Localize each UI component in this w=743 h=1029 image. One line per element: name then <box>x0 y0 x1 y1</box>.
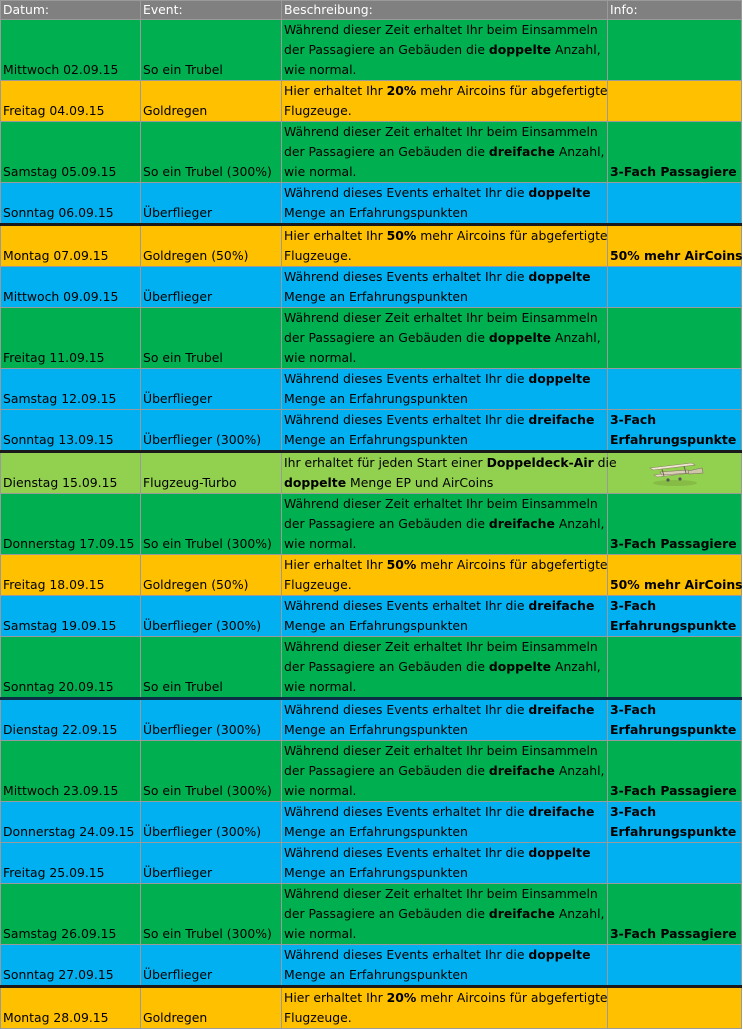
info-line: 3-Fach Passagiere <box>610 783 737 798</box>
description-text: Flugzeuge. <box>284 577 352 592</box>
description-text: Während dieses Events erhaltet Ihr die <box>284 185 529 200</box>
description-line <box>284 761 605 781</box>
description-text: Hier erhaltet Ihr <box>284 557 387 572</box>
description-bold: doppelte <box>528 269 591 284</box>
date-cell: Mittwoch 23.09.15 <box>1 741 141 802</box>
description-cell <box>282 369 608 410</box>
table-row <box>1 802 742 843</box>
description-text: Anzahl, <box>551 42 601 57</box>
description-line <box>284 122 605 142</box>
description-text: Während dieses Events erhaltet Ihr die <box>284 269 529 284</box>
description-line <box>284 741 605 761</box>
description-bold: Doppeldeck-Air <box>486 455 594 470</box>
table-row <box>1 637 742 699</box>
description-bold: 50% <box>386 228 417 243</box>
description-cell <box>282 225 608 267</box>
description-text: Während dieses Events erhaltet Ihr die <box>284 371 529 386</box>
description-text: Anzahl, <box>554 906 605 921</box>
table-row <box>1 410 742 452</box>
description-text: mehr Aircoins für abgefertigte <box>416 990 608 1005</box>
description-bold: 50% <box>386 557 417 572</box>
event-cell: Überflieger (300%) <box>141 410 282 452</box>
info-line: Erfahrungspunkte <box>610 722 737 737</box>
description-text: Während dieses Events erhaltet Ihr die <box>284 412 529 427</box>
description-cell <box>282 555 608 596</box>
description-line <box>284 101 605 121</box>
description-cell <box>282 637 608 699</box>
event-rows <box>1 20 742 1029</box>
event-cell: Überflieger (300%) <box>141 596 282 637</box>
event-cell: Überflieger <box>141 183 282 225</box>
description-text: mehr Aircoins für abgefertigte <box>416 557 608 572</box>
info-cell <box>608 699 742 741</box>
info-cell <box>608 637 742 699</box>
info-cell <box>608 884 742 945</box>
description-bold: dreifache <box>528 412 595 427</box>
description-text: wie normal. <box>284 783 357 798</box>
description-text: der Passagiere an Gebäuden die <box>284 516 489 531</box>
info-cell <box>608 122 742 183</box>
description-bold: dreifache <box>488 763 555 778</box>
info-cell <box>608 369 742 410</box>
description-line <box>284 843 605 863</box>
description-text: Während dieses Events erhaltet Ihr die <box>284 804 529 819</box>
description-line <box>284 287 605 307</box>
table-row <box>1 699 742 741</box>
info-line: 3-Fach <box>610 804 657 819</box>
table-row <box>1 987 742 1029</box>
description-text: der Passagiere an Gebäuden die <box>284 659 489 674</box>
description-line <box>284 453 617 473</box>
description-text: wie normal. <box>284 536 357 551</box>
description-line <box>284 410 605 430</box>
info-cell <box>608 555 742 596</box>
event-cell: Überflieger (300%) <box>141 802 282 843</box>
description-text: Menge an Erfahrungspunkten <box>284 205 468 220</box>
info-line: Erfahrungspunkte <box>610 618 737 633</box>
description-bold: dreifache <box>528 702 595 717</box>
info-cell <box>608 267 742 308</box>
description-text: mehr Aircoins für abgefertigte <box>416 228 608 243</box>
description-text: Während dieses Events erhaltet Ihr die <box>284 845 529 860</box>
info-cell <box>608 945 742 987</box>
info-cell <box>608 843 742 884</box>
table-row <box>1 81 742 122</box>
description-line <box>284 596 605 616</box>
description-line <box>284 720 605 740</box>
date-cell: Sonntag 13.09.15 <box>1 410 141 452</box>
description-bold: doppelte <box>488 42 552 57</box>
info-cell <box>608 183 742 225</box>
description-line <box>284 473 605 493</box>
date-cell: Mittwoch 02.09.15 <box>1 20 141 81</box>
description-text: Menge an Erfahrungspunkten <box>284 618 468 633</box>
event-cell: So ein Trubel (300%) <box>141 494 282 555</box>
description-text: Menge an Erfahrungspunkten <box>284 289 468 304</box>
table-row <box>1 741 742 802</box>
description-text: Während dieser Zeit erhaltet Ihr beim Einsammeln <box>284 886 598 901</box>
date-cell: Samstag 12.09.15 <box>1 369 141 410</box>
description-text: Menge an Erfahrungspunkten <box>284 432 468 447</box>
info-cell <box>608 802 742 843</box>
date-cell: Montag 28.09.15 <box>1 987 141 1029</box>
description-line <box>284 677 605 697</box>
description-text: wie normal. <box>284 350 357 365</box>
description-line <box>284 369 605 389</box>
description-cell <box>282 452 617 494</box>
table-row <box>1 369 742 410</box>
table-row <box>1 555 742 596</box>
date-cell: Samstag 05.09.15 <box>1 122 141 183</box>
table-row <box>1 884 742 945</box>
description-text: Während dieses Events erhaltet Ihr die <box>284 947 529 962</box>
description-text: der Passagiere an Gebäuden die <box>284 144 489 159</box>
description-line <box>284 988 608 1008</box>
description-line <box>284 348 605 368</box>
description-bold: dreifache <box>528 598 595 613</box>
date-cell: Donnerstag 24.09.15 <box>1 802 141 843</box>
description-line <box>284 965 605 985</box>
date-cell: Mittwoch 09.09.15 <box>1 267 141 308</box>
description-text: der Passagiere an Gebäuden die <box>284 330 489 345</box>
info-cell <box>608 987 742 1029</box>
table-row <box>1 225 742 267</box>
event-cell: Flugzeug-Turbo <box>141 452 282 494</box>
event-cell: Überflieger <box>141 369 282 410</box>
table-row <box>1 308 742 369</box>
description-line <box>284 20 605 40</box>
date-cell: Dienstag 15.09.15 <box>1 452 141 494</box>
description-bold: 20% <box>386 83 417 98</box>
description-cell <box>282 183 608 225</box>
description-line <box>284 162 605 182</box>
description-line <box>284 328 605 348</box>
description-cell <box>282 843 608 884</box>
description-line <box>284 514 605 534</box>
description-bold: doppelte <box>528 185 591 200</box>
table-row <box>1 267 742 308</box>
description-line <box>284 657 605 677</box>
description-line <box>284 700 605 720</box>
description-text: Anzahl, <box>551 330 601 345</box>
description-text: Während dieser Zeit erhaltet Ihr beim Einsammeln <box>284 310 598 325</box>
info-cell <box>608 452 742 494</box>
date-cell: Samstag 19.09.15 <box>1 596 141 637</box>
date-cell: Freitag 18.09.15 <box>1 555 141 596</box>
description-cell <box>282 308 608 369</box>
description-cell <box>282 802 608 843</box>
table-row <box>1 945 742 987</box>
event-cell: Goldregen (50%) <box>141 225 282 267</box>
info-line: 50% mehr AirCoins <box>610 577 743 592</box>
description-line <box>284 1008 605 1028</box>
table-row <box>1 596 742 637</box>
event-cell: Goldregen <box>141 987 282 1029</box>
description-text: wie normal. <box>284 679 357 694</box>
description-line <box>284 555 608 575</box>
description-bold: doppelte <box>284 475 347 490</box>
description-text: Flugzeuge. <box>284 248 352 263</box>
description-text: Während dieses Events erhaltet Ihr die <box>284 598 529 613</box>
date-cell: Freitag 25.09.15 <box>1 843 141 884</box>
event-cell: So ein Trubel (300%) <box>141 884 282 945</box>
description-cell <box>282 699 608 741</box>
description-cell <box>282 494 608 555</box>
event-cell: So ein Trubel (300%) <box>141 741 282 802</box>
description-text: wie normal. <box>284 164 357 179</box>
info-cell <box>608 20 742 81</box>
description-line <box>284 142 605 162</box>
description-cell <box>282 410 608 452</box>
description-text: wie normal. <box>284 62 357 77</box>
description-bold: doppelte <box>528 845 591 860</box>
description-line <box>284 637 605 657</box>
description-bold: doppelte <box>488 659 552 674</box>
description-cell <box>282 267 608 308</box>
date-cell: Freitag 11.09.15 <box>1 308 141 369</box>
description-text: Menge an Erfahrungspunkten <box>284 967 468 982</box>
info-cell <box>608 410 742 452</box>
event-cell: So ein Trubel <box>141 308 282 369</box>
description-line <box>284 822 605 842</box>
date-cell: Freitag 04.09.15 <box>1 81 141 122</box>
event-cell: Überflieger (300%) <box>141 699 282 741</box>
description-line <box>284 616 605 636</box>
description-cell <box>282 596 608 637</box>
description-bold: dreifache <box>488 144 555 159</box>
description-line <box>284 203 605 223</box>
description-text: Flugzeuge. <box>284 103 352 118</box>
description-bold: doppelte <box>528 947 591 962</box>
event-cell: So ein Trubel (300%) <box>141 122 282 183</box>
description-line <box>284 183 605 203</box>
description-text: der Passagiere an Gebäuden die <box>284 42 489 57</box>
description-line <box>284 575 605 595</box>
event-cell: So ein Trubel <box>141 637 282 699</box>
description-bold: dreifache <box>488 906 555 921</box>
description-text: Menge EP und AirCoins <box>346 475 494 490</box>
info-line: Erfahrungspunkte <box>610 432 737 447</box>
description-line <box>284 389 605 409</box>
date-cell: Samstag 26.09.15 <box>1 884 141 945</box>
description-line <box>284 781 605 801</box>
description-cell <box>282 20 608 81</box>
description-text: Während dieser Zeit erhaltet Ihr beim Einsammeln <box>284 496 598 511</box>
description-cell <box>282 945 608 987</box>
header-row <box>1 1 742 20</box>
description-text: wie normal. <box>284 926 357 941</box>
description-line <box>284 81 608 101</box>
table-row <box>1 494 742 555</box>
description-text: Flugzeuge. <box>284 1010 352 1025</box>
info-cell <box>608 308 742 369</box>
description-text: Menge an Erfahrungspunkten <box>284 824 468 839</box>
table-row <box>1 20 742 81</box>
description-bold: doppelte <box>488 330 552 345</box>
description-text: Anzahl, <box>554 763 605 778</box>
description-line <box>284 802 605 822</box>
event-cell: Goldregen (50%) <box>141 555 282 596</box>
description-text: Während dieser Zeit erhaltet Ihr beim Einsammeln <box>284 743 598 758</box>
description-cell <box>282 81 608 122</box>
description-line <box>284 308 605 328</box>
event-cell: Überflieger <box>141 945 282 987</box>
description-text: Menge an Erfahrungspunkten <box>284 722 468 737</box>
info-line: 50% mehr AirCoins <box>610 248 743 263</box>
description-cell <box>282 987 608 1029</box>
info-cell <box>608 494 742 555</box>
description-cell <box>282 884 608 945</box>
description-bold: dreifache <box>488 516 555 531</box>
info-cell <box>608 741 742 802</box>
description-text: der Passagiere an Gebäuden die <box>284 906 489 921</box>
description-text: Menge an Erfahrungspunkten <box>284 391 468 406</box>
description-text: Anzahl, <box>551 659 601 674</box>
description-text: Während dieses Events erhaltet Ihr die <box>284 702 529 717</box>
description-line <box>284 430 605 450</box>
description-line <box>284 884 605 904</box>
description-text: Ihr erhaltet für jeden Start einer <box>284 455 487 470</box>
table-row <box>1 122 742 183</box>
description-line <box>284 904 605 924</box>
description-line <box>284 863 605 883</box>
table-row <box>1 452 742 494</box>
info-line: 3-Fach Passagiere <box>610 926 737 941</box>
date-cell: Sonntag 06.09.15 <box>1 183 141 225</box>
info-cell <box>608 81 742 122</box>
description-line <box>284 60 605 80</box>
description-cell <box>282 741 608 802</box>
info-line: 3-Fach <box>610 412 657 427</box>
description-text: mehr Aircoins für abgefertigte <box>416 83 608 98</box>
event-cell: Überflieger <box>141 843 282 884</box>
info-line: Erfahrungspunkte <box>610 824 737 839</box>
table-row <box>1 843 742 884</box>
description-bold: dreifache <box>528 804 595 819</box>
info-cell <box>608 225 742 267</box>
info-line: 3-Fach Passagiere <box>610 536 737 551</box>
description-text: Anzahl, <box>554 144 605 159</box>
description-text: die <box>593 455 617 470</box>
info-line: 3-Fach Passagiere <box>610 164 737 179</box>
description-line <box>284 945 605 965</box>
date-cell: Sonntag 20.09.15 <box>1 637 141 699</box>
header-event: Event: <box>141 1 282 20</box>
description-text: Hier erhaltet Ihr <box>284 228 387 243</box>
description-text: Während dieser Zeit erhaltet Ihr beim Einsammeln <box>284 639 598 654</box>
description-bold: doppelte <box>528 371 591 386</box>
header-datum: Datum: <box>1 1 141 20</box>
date-cell: Donnerstag 17.09.15 <box>1 494 141 555</box>
header-beschreibung: Beschreibung: <box>282 1 608 20</box>
description-text: Hier erhaltet Ihr <box>284 83 387 98</box>
info-line: 3-Fach <box>610 702 657 717</box>
date-cell: Sonntag 27.09.15 <box>1 945 141 987</box>
event-cell: So ein Trubel <box>141 20 282 81</box>
info-cell <box>608 596 742 637</box>
description-text: Anzahl, <box>554 516 605 531</box>
biplane-icon <box>642 459 708 487</box>
description-text: Menge an Erfahrungspunkten <box>284 865 468 880</box>
description-cell <box>282 122 608 183</box>
description-line <box>284 924 605 944</box>
description-text: der Passagiere an Gebäuden die <box>284 763 489 778</box>
description-line <box>284 534 605 554</box>
description-text: Während dieser Zeit erhaltet Ihr beim Einsammeln <box>284 124 598 139</box>
description-text: Während dieser Zeit erhaltet Ihr beim Einsammeln <box>284 22 598 37</box>
description-line <box>284 246 605 266</box>
info-line: 3-Fach <box>610 598 657 613</box>
description-text: Hier erhaltet Ihr <box>284 990 387 1005</box>
description-line <box>284 494 605 514</box>
description-line <box>284 40 605 60</box>
description-line <box>284 267 605 287</box>
date-cell: Dienstag 22.09.15 <box>1 699 141 741</box>
event-cell: Überflieger <box>141 267 282 308</box>
event-cell: Goldregen <box>141 81 282 122</box>
description-line <box>284 226 608 246</box>
description-bold: 20% <box>386 990 417 1005</box>
header-info: Info: <box>608 1 742 20</box>
date-cell: Montag 07.09.15 <box>1 225 141 267</box>
table-row <box>1 183 742 225</box>
